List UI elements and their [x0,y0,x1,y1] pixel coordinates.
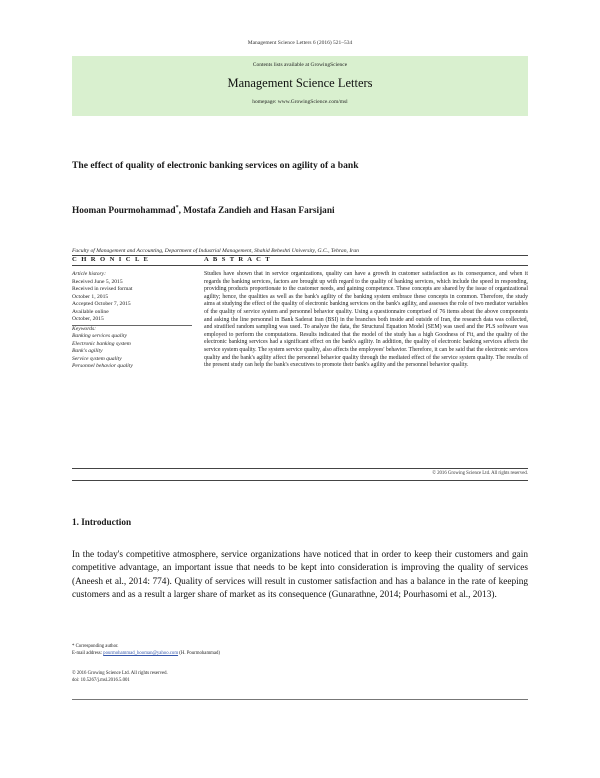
keyword-item: Electronic banking system [72,340,131,347]
corresponding-author-mark: * [175,205,179,211]
co-authors: , Mostafa Zandieh and Hasan Farsijani [178,206,335,217]
email-suffix: (H. Pourmohammad) [178,651,221,656]
author-affiliation: Faculty of Management and Accounting, Department of Industrial Management, Shahid Beheshti University, G.C., Tehran, Iran [72,248,359,254]
history-item: Received in revised format [72,286,133,292]
history-label: Article history: [72,271,107,277]
abstract-bottom-rule [72,468,528,469]
history-item: Accepted October 7, 2015 [72,301,131,307]
abstract-copyright: © 2016 Growing Science Ltd. All rights reserved. [432,471,528,476]
corresponding-author: Hooman Pourmohammad [72,206,176,217]
heading-rule [72,265,528,266]
journal-name: Management Science Letters [227,76,373,90]
footer-copyright: © 2016 Growing Science Ltd. All rights reserved. [72,671,168,676]
paper-title: The effect of quality of electronic banking services on agility of a bank [72,160,359,171]
keyword-item: Banking services quality [72,333,127,339]
article-chronicle [72,271,192,371]
email-note [72,651,528,658]
history-item: October 1, 2015 [72,293,109,300]
abstract-heading: A B S T R A C T [204,256,271,263]
chronicle-heading: C H R O N I C L E [72,256,150,263]
history-item: Received June 5, 2015 [72,278,123,285]
corresponding-author-note: * Corresponding author. [72,644,119,649]
section-heading-introduction: 1. Introduction [72,517,132,527]
author-email-link[interactable]: pourmohammad_hooman@yahoo.com [103,651,179,656]
running-head: Management Science Letters 6 (2016) 521–534 [247,40,353,46]
journal-banner [72,56,528,116]
keyword-item: Bank's agility [72,348,103,354]
keyword-item: Service system quality [72,355,122,362]
author-list [72,205,528,216]
introduction-paragraph: In the today's competitive atmosphere, service organizations have noticed that in order to keep their customers and gain competitive advantage, an important issue that needs to be kept into consideration is improving the quality of services (Aneesh et al., 2014: 774). Quality of services will result in customer satisfaction and has a balance in the rate of keeping customers and as a result a larger share of market as its consequence (Gunarathne, 2014; Pourhasomi et al., 2013). [72,550,528,601]
history-item: Available online [72,308,109,315]
keyword-item: Personnel behavior quality [72,363,133,369]
keywords-label: Keywords: [72,325,97,332]
email-label: E-mail address: [72,651,104,656]
history-item: October, 2015 [72,316,104,322]
abstract-end-rule [72,480,528,481]
doi-text: doi: 10.5267/j.msl.2016.5.001 [72,678,130,683]
journal-homepage-link[interactable]: homepage: www.GrowingScience.com/msl [252,99,348,105]
abstract-body: Studies have shown that in service organizations, quality can have a growth in customer satisfaction as its consequence, and when it regards the banking services, factors are brought up with regard to the quality of banking services, which include the speed in responding, providing products proportionate to the customer needs, and gaining competence. These concepts are shared by the issue of organizational agility; hence, the qualities as well as the bank's agility of the banking system embrace these concepts in common. Therefore, the study aims at studying the effect of the quality of electronic banking services on the bank's agility, and assesses the role of two mediator variables of the quality of service system and personnel behavior quality. Using a questionnaire comprised of 76 items about the above components and asking the line personnel in Bank Saderat Iran (BSI) in the branches both inside and outside of Iran, the research data was collected, and stratified random sampling was used. To analyze the data, the Structural Equation Model (SEM) was used and the PLS software was employed to perform the computations. Results indicated that the model of the study has a high Goodness of Fit, and the quality of the electronic banking services had a significant effect on the bank's agility. In addition, the quality of electronic banking services affects the service system quality. The system service quality, also affects the employees' behavior. Therefore, it can be said that the electronic services quality and the bank's agility affect the personnel behavior quality through the mediated effect of the service system quality. The results of the present study can help the bank's executives to promote their bank's agility and the personnel behavior quality. [204,271,528,369]
footnote-rule [72,699,528,700]
availability-text: Contents lists available at GrowingScience [252,62,348,68]
